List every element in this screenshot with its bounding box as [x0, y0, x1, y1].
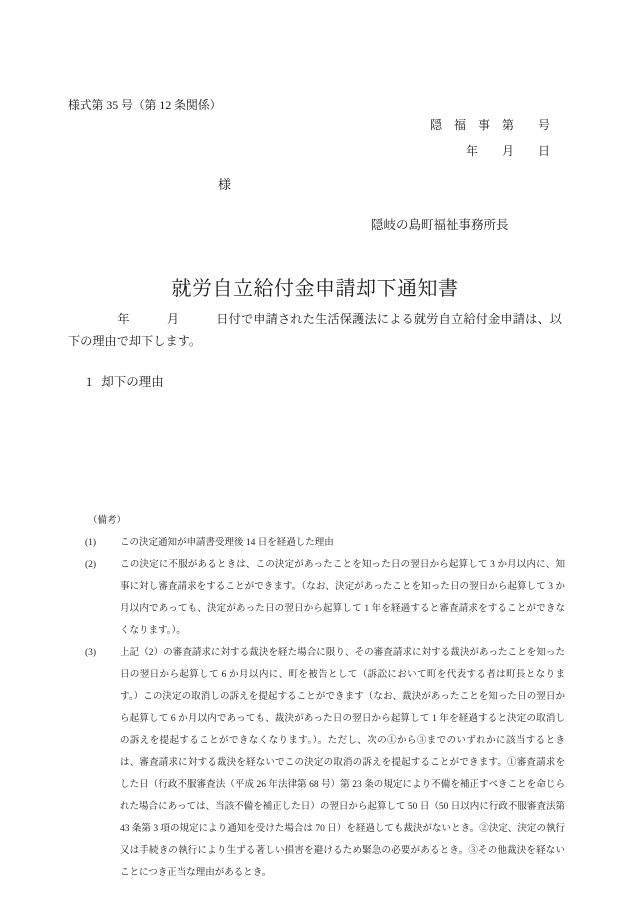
reference-number-line: 隠 福 事 第 号 — [429, 118, 550, 132]
remark-item-text: この決定通知が申請書受理後 14 日を経過した理由 — [120, 538, 334, 548]
remarks-heading: （備考） — [88, 516, 127, 526]
section-1-heading — [86, 372, 164, 390]
intro-paragraph: 年 月 日付で申請された生活保護法による就労自立給付金申請は、以下の理由で却下します。 — [68, 312, 562, 348]
remarks-block — [85, 510, 565, 884]
remark-item-text: 上記（2）の審査請求に対する裁決を経た場合に限り、その審査請求に対する裁決があったことを知った日の翌日から起算して 6 か月以内に、町を被告として（訴訟において町を代表する者は町長となります。）この決定の取消しの訴えを提起することができます（なお、裁決があったことを知った日の翌日から起算して 6 か月以内であっても、裁決があった日の翌日から起算して 1 年を経過すると決定の取消しの訴えを提起することができなくなります。）。ただし、次の①から③までのいずれかに該当するときは、審査請求に対する裁決を経ないでこの決定の取消の訴えを提起することができます。①審査請求をした日（行政不服審査法（平成 26 年法律第 68 号）第 23 条の規定により不備を補正すべきことを命じられた場合にあっては、当該不備を補正した日）の翌日から起算して 50 日（50 日以内に行政不服審査法第 43 条第 3 項の規定により通知を受けた場合は 70 日）を経過しても裁決がないとき。②決定、決定の執行又は手続きの執行により生ずる著しい損害を避けるため緊急の必要があるとき。③その他裁決を経ないことにつき正当な理由があるとき。 — [120, 648, 565, 878]
remark-item-number: (1) — [85, 538, 97, 548]
remark-item-number: (2) — [85, 560, 97, 570]
remark-item — [85, 554, 565, 642]
document-title: 就労自立給付金申請却下通知書 — [171, 278, 459, 300]
form-number: 様式第 35 号（第 12 条関係） — [68, 98, 222, 112]
section-1-label: 却下の理由 — [101, 375, 164, 389]
remark-item — [85, 532, 565, 554]
date-line: 年 月 日 — [465, 144, 550, 158]
reference-block — [430, 112, 550, 164]
remark-item — [85, 642, 565, 884]
addressee-honorific: 様 — [218, 177, 232, 192]
remark-item-number: (3) — [85, 648, 97, 658]
remark-item-text: この決定に不服があるときは、この決定があったことを知った日の翌日から起算して 3 か月以内に、知事に対し審査請求をすることができます。（なお、決定があったことを知った日の翌日から起算して 3 か月以内であっても、決定があった日の翌日から起算して 1 年を経過すると審査請求をすることができなくなります。）。 — [120, 560, 565, 636]
sender-title: 隠岐の島町福祉事務所長 — [371, 218, 509, 232]
section-1-number: 1 — [86, 375, 93, 389]
